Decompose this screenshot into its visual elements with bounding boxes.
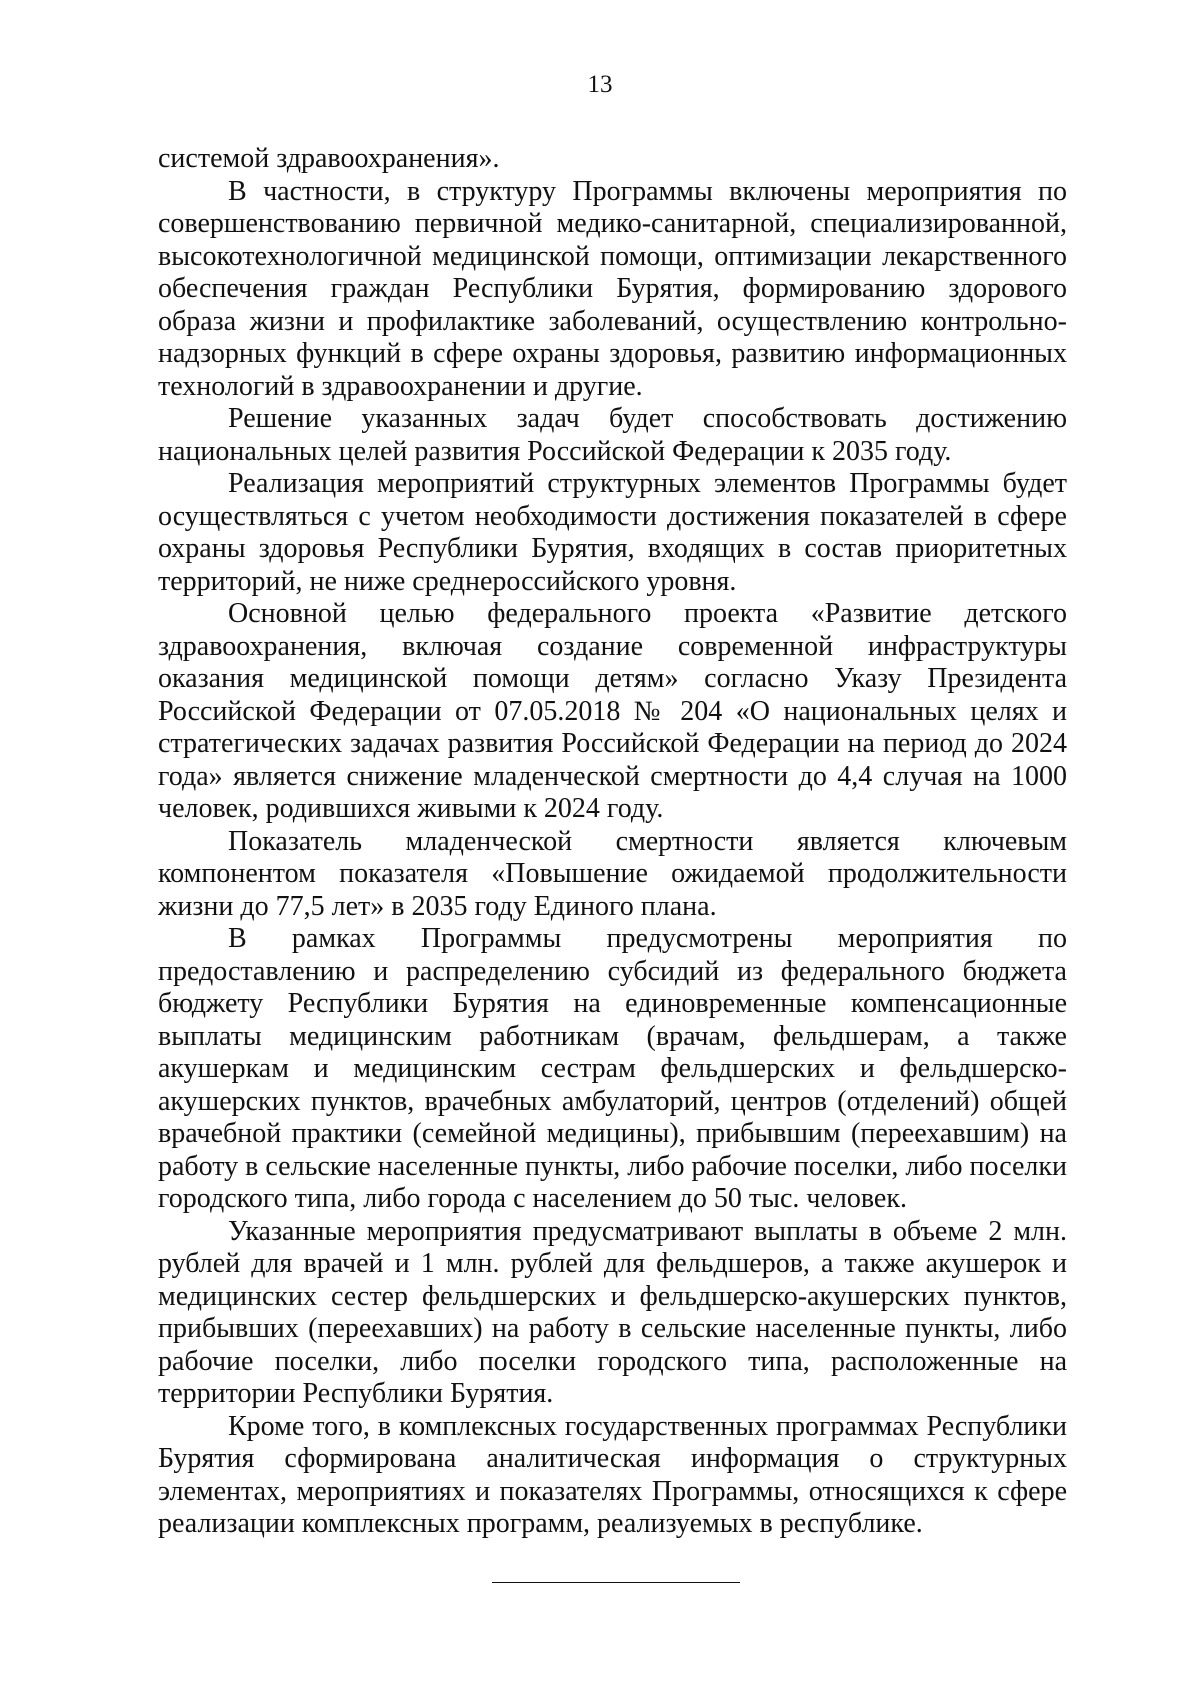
paragraph-infant-mortality-indicator: Показатель младенческой смертности является ключевым компонентом показателя «Повышение ожидаемой продолжительности жизни до 77,5 лет» в 2035 году Единого плана.: [158, 825, 1067, 922]
paragraph-implementation: Реализация мероприятий структурных элементов Программы будет осуществляться с учетом необходимости достижения показателей в сфере охраны здоровья Республики Бурятия, входящих в состав приоритетных территорий, не ниже среднероссийского уровня.: [158, 468, 1067, 597]
page-number: 13: [587, 71, 613, 98]
paragraph-national-goals: Решение указанных задач будет способствовать достижению национальных целей развития Российской Федерации к 2035 году.: [158, 403, 1067, 467]
paragraph-federal-project-goal: Основной целью федерального проекта «Развитие детского здравоохранения, включая создание современной инфраструктуры оказания медицинской помощи детям» согласно Указу Президента Российской Федерации от 07.05.2018 № 204 «О национальных целях и стратегических задачах развития Российской Федерации на период до 2024 года» является снижение младенческой смертности до 4,4 случая на 1000 человек, родившихся живыми к 2024 году.: [158, 598, 1067, 824]
paragraph-continuation: системой здравоохранения».: [158, 143, 500, 174]
paragraph-program-structure: В частности, в структуру Программы включены мероприятия по совершенствованию первичной медико-санитарной, специализированной, высокотехнологичной медицинской помощи, оптимизации лекарственного обеспечения граждан Республики Бурятия, формированию здорового образа жизни и профилактике заболеваний, осуществлению контрольно-надзорных функций в сфере охраны здоровья, развитию информационных технологий в здравоохранении и другие.: [158, 175, 1067, 402]
paragraph-subsidies: В рамках Программы предусмотрены мероприятия по предоставлению и распределению субсидий из федерального бюджета бюджету Республики Бурятия на единовременные компенсационные выплаты медицинским работникам (врачам, фельдшерам, а также акушеркам и медицинским сестрам фельдшерских и фельдшерско-акушерских пунктов, врачебных амбулаторий, центров (отделений) общей врачебной практики (семейной медицины), прибывшим (переехавшим) на работу в сельские населенные пункты, либо рабочие поселки, либо поселки городского типа, либо города с населением до 50 тыс. человек.: [158, 923, 1067, 1214]
body-text: [158, 143, 1067, 1541]
paragraph-analytics: Кроме того, в комплексных государственных программах Республики Бурятия сформирована аналитическая информация о структурных элементах, мероприятиях и показателях Программы, относящихся к сфере реализации комплексных программ, реализуемых в республике.: [158, 1410, 1067, 1539]
paragraph-payments: Указанные мероприятия предусматривают выплаты в объеме 2 млн. рублей для врачей и 1 млн. рублей для фельдшеров, а также акушерок и медицинских сестер фельдшерских и фельдшерско-акушерских пунктов, прибывших (переехавших) на работу в сельские населенные пункты, либо рабочие поселки, либо поселки городского типа, расположенные на территории Республики Бурятия.: [158, 1215, 1067, 1409]
end-of-document-rule: [492, 1582, 740, 1583]
